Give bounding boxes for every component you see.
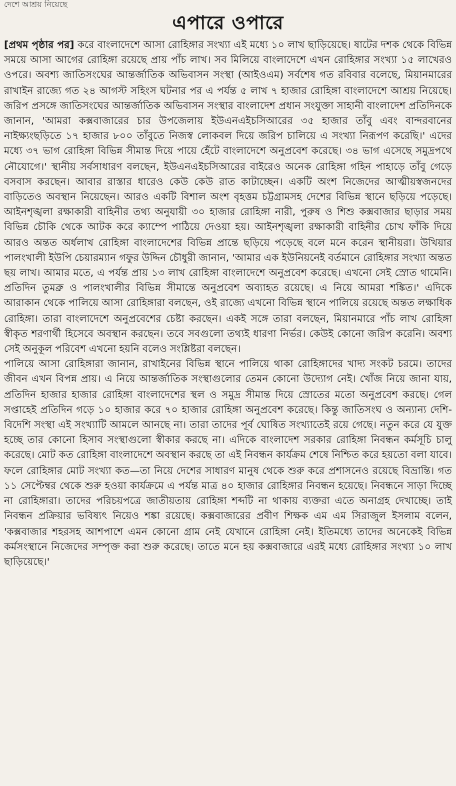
continuation-marker: [প্রথম পৃষ্ঠার পর] <box>4 40 75 51</box>
headline: এপারে ওপারে <box>172 12 284 34</box>
previous-column-fragment: দেশে আশ্রয় নিয়েছে <box>4 0 68 9</box>
article-body <box>4 38 452 570</box>
article-paragraph-2: পালিয়ে আসা রোহিঙ্গারা জানান, রাখাইনের বিভিন্ন স্থানে পালিয়ে থাকা রোহিঙ্গাদের খাদ্য সংকট চরমে। তাদের জীবন এখন বিপন্ন প্রায়। এ নিয়ে আন্তর্জাতিক সংস্থাগুলোর তেমন কোনো উদ্যোগ নেই। খোঁজ নিয়ে জানা যায়, প্রতিদিন হাজার হাজার রোহিঙ্গা বাংলাদেশের স্থল ও সমুদ্র সীমান্ত দিয়ে স্রোতের মতো অনুপ্রবেশ করছে। গেল সপ্তাহেই প্রতিদিন গড়ে ১০ হাজার করে ৭০ হাজার রোহিঙ্গা অনুপ্রবেশ করেছে। কিন্তু জাতিসংঘ ও অন্যান্য দেশি-বিদেশি সংস্থা এই সংখ্যাটি আমলে আনছে না। তারা তাদের পূর্ব ঘোষিত সংখ্যাতেই রয়ে গেছে। নতুন করে যে যুক্ত হচ্ছে তার কোনো হিসাব সংস্থাগুলো স্বীকার করছে না। এদিকে বাংলাদেশ সরকার রোহিঙ্গা নিবন্ধন কর্মসূচি চালু করেছে। মোট কত রোহিঙ্গা বাংলাদেশে অবস্থান করছে তা এই নিবন্ধন কার্যক্রম শেষে নিশ্চিত করে হয়তো বলা যাবে। ফলে রোহিঙ্গার মোট সংখ্যা কত—তা নিয়ে দেশের সাধারণ মানুষ থেকে শুরু করে প্রশাসনেও রয়েছে বিভ্রান্তি। গত ১১ সেপ্টেম্বর থেকে শুরু হওয়া কার্যক্রমে এ পর্যন্ত মাত্র ৪০ হাজার রোহিঙ্গার নিবন্ধন হয়েছে। নিবন্ধনে সাড়া দিচ্ছে না রোহিঙ্গারা। তাদের পরিচয়পত্রে জাতীয়তায় রোহিঙ্গা শব্দটি না থাকায় ব্যক্তরা এতে অনাগ্রহ দেখাচ্ছে। তাই নিবন্ধন প্রক্রিয়ার ভবিষ্যৎ নিয়েও শঙ্কা রয়েছে। কক্সবাজারের প্রবীণ শিক্ষক এম এম সিরাজুল ইসলাম বলেন, 'কক্সবাজার শহরসহ আশপাশে এমন কোনো গ্রাম নেই যেখানে রোহিঙ্গা নেই। ইতিমধ্যে তাদের অনেকেই বিভিন্ন কর্মসংস্থানে নিজেদের সম্পৃক্ত করা শুরু করেছে। তাতে মনে হয় কক্সবাজারে এরই মধ্যে রোহিঙ্গার সংখ্যা ১০ লাখ ছাড়িয়েছে।' <box>4 359 452 568</box>
article-paragraph-1 <box>4 38 452 357</box>
paragraph-text: করে বাংলাদেশে আসা রোহিঙ্গার সংখ্যা এই মধ্যে ১০ লাখ ছাড়িয়েছে। ষাটের দশক থেকে বিভিন্ন সময়ে আসা আগের রোহিঙ্গা রয়েছে প্রায় পাঁচ লাখ। সব মিলিয়ে বাংলাদেশে এখন রোহিঙ্গার সংখ্যা ১৫ লাখেরও ওপরে। অবশ্য জাতিসংঘের আন্তর্জাতিক অভিবাসন সংস্থা (আইওএম) সর্বশেষ গত রবিবার বলেছে, মিয়ানমারের রাখাইন রাজ্যে গত ২৪ আগস্ট সহিংস ঘটনার পর এ পর্যন্ত ৫ লাখ ৭ হাজার রোহিঙ্গা বাংলাদেশে আশ্রয় নিয়েছে। জরিপ প্রসঙ্গে জাতিসংঘের আন্তর্জাতিক অভিবাসন সংস্থার বাংলাদেশ প্রধান সংযুক্তা সাহানী বাংলাদেশ প্রতিদিনকে জানান, 'আমরা কক্সবাজারের চার উপজেলায় ইউএনএইচসিআরের ৩৫ হাজার তাঁবু এবং বান্দরবানের নাইক্ষ্যংছড়িতে ১৭ হাজার ৮০০ তাঁবুতে নিজস্ব লোকবল দিয়ে জরিপ চালিয়ে এ সংখ্যা নিরূপণ করেছি।' এদের মধ্যে ৩৭ ভাগ রোহিঙ্গা বিভিন্ন সীমান্ত দিয়ে পায়ে হেঁটে বাংলাদেশে অনুপ্রবেশ করেছে। ৩৪ ভাগ এসেছে সমুদ্রপথে নৌযোগে।' স্থানীয় সর্বসাধারণ বলছেন, ইউএনএইচসিআরের বাইরেও অনেক রোহিঙ্গা গহিন পাহাড়ে তাঁবু গেড়ে বসবাস করছেন। আবার রাস্তার ধারেও কেউ কেউ রাত কাটাচ্ছেন। একটি অংশ নিজেদের আত্মীয়স্বজনদের বাড়িতেও অবস্থান নিয়েছেন। আরও একটি বিশাল অংশ বৃহত্তম চট্টগ্রামসহ দেশের বিভিন্ন স্থানে ছড়িয়ে পড়েছে। আইনশৃঙ্খলা রক্ষাকারী বাহিনীর তথ্য অনুযায়ী ৩০ হাজার রোহিঙ্গা নারী, পুরুষ ও শিশু কক্সবাজার ছাড়ার সময় বিভিন্ন চৌকি থেকে আটক করে ক্যাম্পে পাঠিয়ে দেওয়া হয়। আইনশৃঙ্খলা রক্ষাকারী বাহিনীর চোখ ফাঁকি দিয়ে আরও অন্তত অর্ধলাখ রোহিঙ্গা বাংলাদেশের বিভিন্ন প্রান্তে ছড়িয়ে পড়েছে বলে মনে করেন স্থানীয়রা। উখিয়ার পালংখালী ইউপি চেয়ারম্যান গফুর উদ্দিন চৌধুরী জানান, 'আমার এক ইউনিয়নেই বর্তমানে রোহিঙ্গার সংখ্যা অন্তত ছয় লাখ। আমার মতে, এ পর্যন্ত প্রায় ১৩ লাখ রোহিঙ্গা বাংলাদেশে অনুপ্রবেশ করেছে। এখনো সেই স্রোত থামেনি। প্রতিদিন তুমব্রু ও পালংখালীর বিভিন্ন সীমান্তে অনুপ্রবেশ অব্যাহত রয়েছে। এ নিয়ে আমরা শঙ্কিত।' এদিকে আরাকান থেকে পালিয়ে আসা রোহিঙ্গারা বলছেন, ওই রাজ্যে এখনো বিভিন্ন স্থানে পালিয়ে রয়েছে অন্তত লক্ষাধিক রোহিঙ্গা। তারা বাংলাদেশে অনুপ্রবেশের চেষ্টা করছেন। একই সঙ্গে তারা বলছেন, মিয়ানমারে পাঁচ লাখ রোহিঙ্গা স্বীকৃত শরণার্থী হিসেবে অবস্থান করছেন। তবে সবগুলো তথ্যই ধারণা নির্ভর। কেউই কোনো জরিপ করেনি। অবশ্য সেই অনুকূল পরিবেশ এখনো হয়নি বলেও সংশ্লিষ্টরা বলছেন। <box>4 40 452 356</box>
